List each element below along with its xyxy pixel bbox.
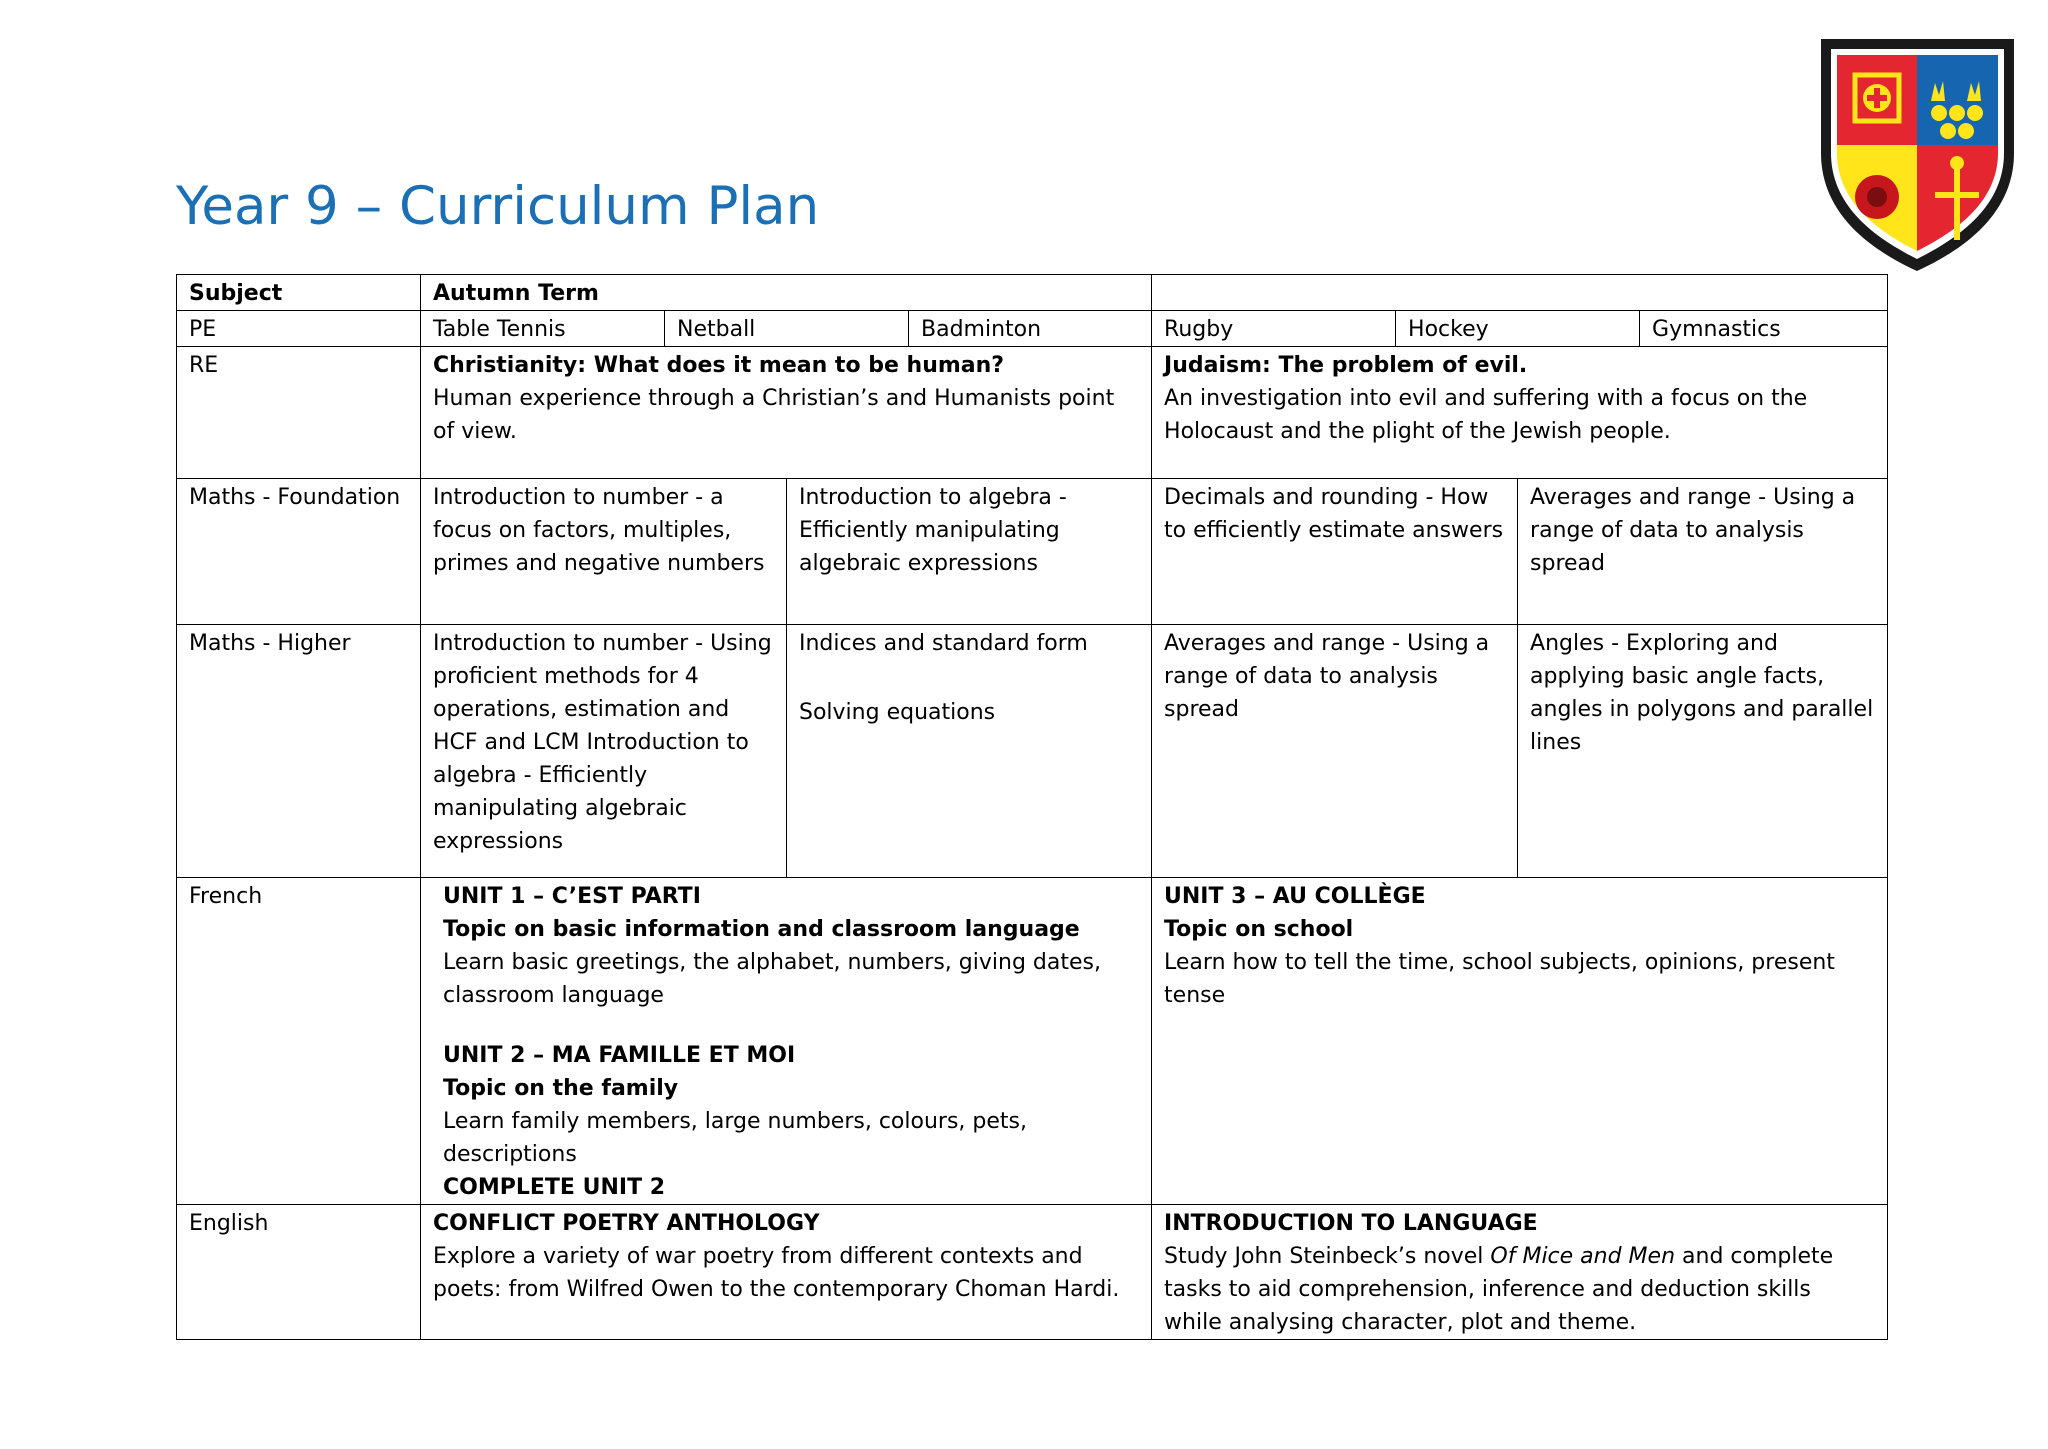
maths-foundation-cell: Introduction to algebra - Efficiently manipulating algebraic expressions <box>787 479 1152 625</box>
french-unit1-topic: Topic on basic information and classroom language <box>443 917 1080 942</box>
maths-foundation-cell: Decimals and rounding - How to efficiently estimate answers <box>1152 479 1518 625</box>
english-autumn-title: CONFLICT POETRY ANTHOLOGY <box>433 1211 820 1236</box>
maths-higher-cell: Averages and range - Using a range of data to analysis spread <box>1152 625 1518 878</box>
english-autumn-text: Explore a variety of war poetry from different contexts and poets: from Wilfred Owen to the contemporary Choman Hardi. <box>433 1244 1120 1302</box>
french-unit3-topic: Topic on school <box>1164 917 1354 942</box>
subject-pe: PE <box>177 311 421 347</box>
french-spring-cell <box>1152 878 1888 1205</box>
maths-foundation-cell: Averages and range - Using a range of data to analysis spread <box>1518 479 1888 625</box>
maths-higher-cell: Introduction to number - Using proficient methods for 4 operations, estimation and HCF and LCM Introduction to algebra - Efficiently manipulating algebraic expressions <box>421 625 787 878</box>
re-spring-cell <box>1152 347 1888 479</box>
pe-activity: Gymnastics <box>1640 311 1888 347</box>
french-autumn-cell <box>421 878 1152 1205</box>
page-title: Year 9 – Curriculum Plan <box>176 176 820 237</box>
curriculum-table <box>176 274 1888 1340</box>
english-spring-text <box>1164 1240 1875 1339</box>
maths-higher-row <box>177 625 1888 878</box>
english-spring-title: INTRODUCTION TO LANGUAGE <box>1164 1211 1538 1236</box>
french-unit1-title: UNIT 1 – C’EST PARTI <box>443 884 701 909</box>
subject-maths-foundation: Maths - Foundation <box>177 479 421 625</box>
pe-activity: Table Tennis <box>421 311 665 347</box>
pe-activity: Hockey <box>1396 311 1640 347</box>
re-autumn-cell <box>421 347 1152 479</box>
maths-higher-equations: Solving equations <box>799 700 996 725</box>
re-spring-text: An investigation into evil and suffering with a focus on the Holocaust and the plight of the Jewish people. <box>1164 386 1808 444</box>
school-crest-logo <box>1815 35 2020 275</box>
french-unit3-text: Learn how to tell the time, school subjects, opinions, present tense <box>1164 950 1835 1008</box>
french-unit2-text: Learn family members, large numbers, colours, pets, descriptions <box>443 1109 1027 1167</box>
english-row <box>177 1205 1888 1340</box>
spring-term-header <box>1152 275 1888 311</box>
pe-activity: Badminton <box>909 311 1152 347</box>
french-unit2-complete: COMPLETE UNIT 2 <box>443 1175 666 1200</box>
english-spring-text-start: Study John Steinbeck’s novel <box>1164 1244 1491 1269</box>
autumn-term-header: Autumn Term <box>421 275 1152 311</box>
english-spring-cell <box>1152 1205 1888 1340</box>
re-autumn-title: Christianity: What does it mean to be human? <box>433 353 1005 378</box>
subject-re: RE <box>177 347 421 479</box>
french-row <box>177 878 1888 1205</box>
re-spring-title: Judaism: The problem of evil. <box>1164 353 1528 378</box>
maths-foundation-row <box>177 479 1888 625</box>
re-autumn-text: Human experience through a Christian’s and Humanists point of view. <box>433 386 1115 444</box>
subject-french: French <box>177 878 421 1205</box>
english-spring-text-end: and complete tasks to aid comprehension, inference and deduction skills while analysing character, plot and theme. <box>1164 1244 1834 1335</box>
pe-activity: Rugby <box>1152 311 1396 347</box>
pe-activity: Netball <box>665 311 909 347</box>
spacer <box>799 660 1139 696</box>
pe-row <box>177 311 1888 347</box>
english-autumn-cell <box>421 1205 1152 1340</box>
header-row <box>177 275 1888 311</box>
french-unit1-body <box>443 913 1139 1012</box>
english-book-title: Of Mice and Men <box>1490 1244 1676 1269</box>
french-unit1-text: Learn basic greetings, the alphabet, numbers, giving dates, classroom language <box>443 950 1101 1008</box>
french-unit3-title: UNIT 3 – AU COLLÈGE <box>1164 884 1426 909</box>
subject-header: Subject <box>177 275 421 311</box>
subject-maths-higher: Maths - Higher <box>177 625 421 878</box>
french-unit2-title: UNIT 2 – MA FAMILLE ET MOI <box>443 1043 796 1068</box>
maths-higher-cell <box>787 625 1152 878</box>
maths-foundation-cell: Introduction to number - a focus on factors, multiples, primes and negative numbers <box>421 479 787 625</box>
spacer <box>443 1012 1139 1039</box>
subject-english: English <box>177 1205 421 1340</box>
re-row <box>177 347 1888 479</box>
maths-higher-cell: Angles - Exploring and applying basic angle facts, angles in polygons and parallel lines <box>1518 625 1888 878</box>
french-unit2-topic: Topic on the family <box>443 1076 679 1101</box>
maths-higher-indices: Indices and standard form <box>799 631 1088 656</box>
